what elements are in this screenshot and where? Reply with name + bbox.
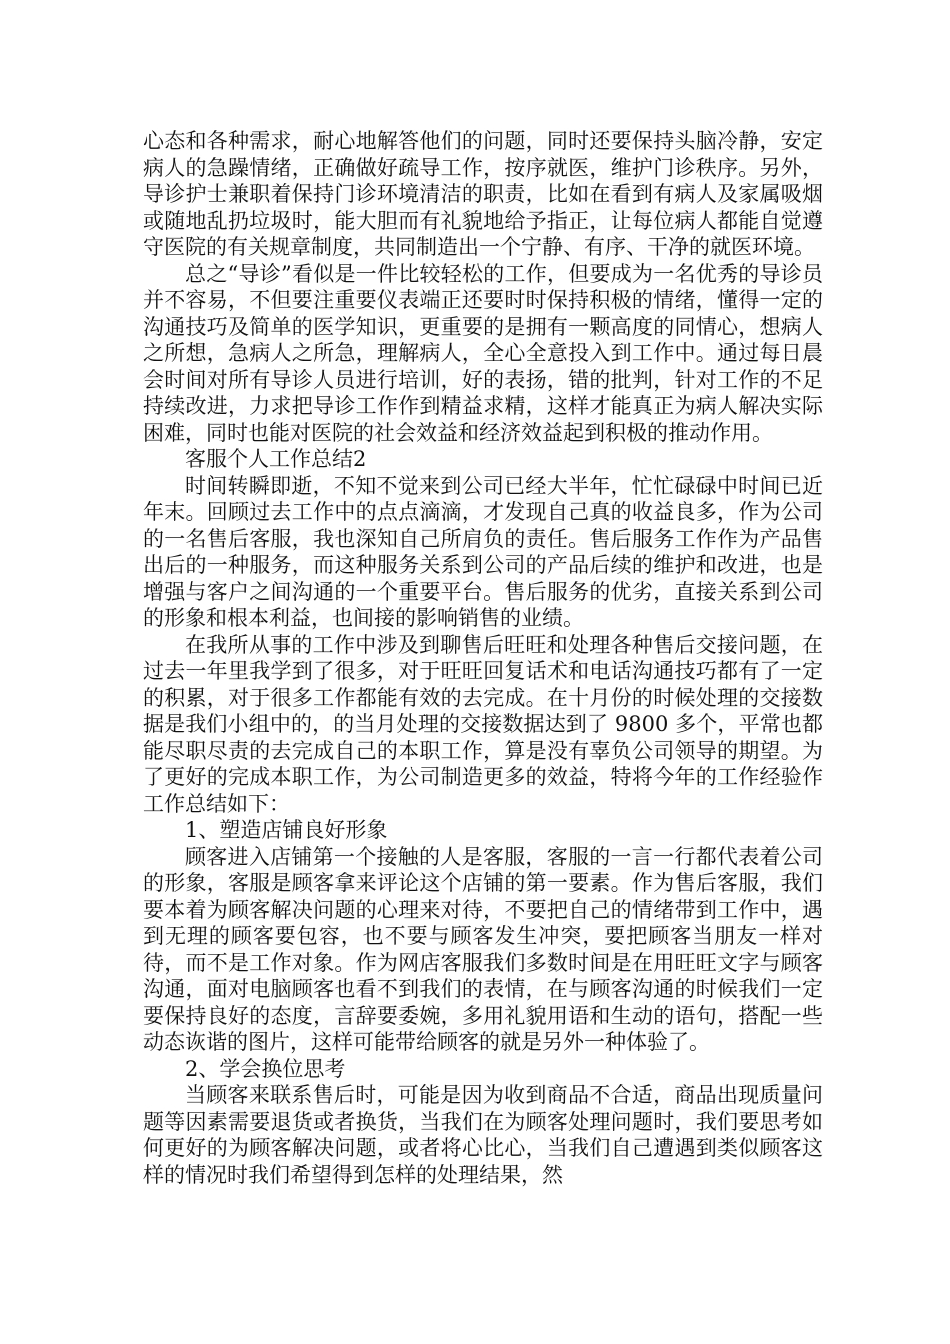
- paragraph-work-content: 在我所从事的工作中涉及到聊售后旺旺和处理各种售后交接问题，在过去一年里我学到了很多，对于旺旺回复话术和电话沟通技巧都有了一定的积累，对于很多工作都能有效的去完成。在十月份的时候处理的交接数据是我们小组中的，的当月处理的交接数据达到了 9800 多个，平常也都能尽职尽责的去完成自己的本职工作，算是没有辜负公司领导的期望。为了更好的完成本职工作，为公司制造更多的效益，特将今年的工作经验作工作总结如下：: [143, 632, 823, 816]
- paragraph-time-review: 时间转瞬即逝，不知不觉来到公司已经大半年，忙忙碌碌中时间已近年末。回顾过去工作中的点点滴滴，才发现自己真的收益良多，作为公司的一名售后客服，我也深知自己所肩负的责任。售后服务工作作为产品售出后的一种服务，而这种服务关系到公司的产品后续的维护和改进，也是增强与客户之间沟通的一个重要平台。售后服务的优劣，直接关系到公司的形象和根本利益，也间接的影响销售的业绩。: [143, 473, 823, 630]
- subheading-empathy: 2、学会换位思考: [185, 1056, 346, 1081]
- paragraph-guide-summary: 总之“导诊”看似是一件比较轻松的工作，但要成为一名优秀的导诊员并不容易，不但要注重要仪表端正还要时时保持积极的情绪，懂得一定的沟通技巧及简单的医学知识，更重要的是拥有一颗高度的同情心，想病人之所想，急病人之所急，理解病人，全心全意投入到工作中。通过每日晨会时间对所有导诊人员进行培训，好的表扬，错的批判，针对工作的不足持续改进，力求把导诊工作作到精益求精，这样才能真正为病人解决实际困难，同时也能对医院的社会效益和经济效益起到积极的推动作用。: [143, 261, 823, 445]
- paragraph-store-image: 顾客进入店铺第一个接触的人是客服，客服的一言一行都代表着公司的形象，客服是顾客拿来评论这个店铺的第一要素。作为售后客服，我们要本着为顾客解决问题的心理来对待，不要把自己的情绪带到工作中，遇到无理的顾客要包容，也不要与顾客发生冲突，要把顾客当朋友一样对待，而不是工作对象。作为网店客服我们多数时间是在用旺旺文字与顾客沟通，面对电脑顾客也看不到我们的表情，在与顾客沟通的时候我们一定要保持良好的态度，言辞要委婉，多用礼貌用语和生动的语句，搭配一些动态诙谐的图片，这样可能带给顾客的就是另外一种体验了。: [143, 844, 823, 1054]
- section-heading-customer-service-summary: 客服个人工作总结2: [185, 447, 367, 471]
- paragraph-intro-continuation: 心态和各种需求，耐心地解答他们的问题，同时还要保持头脑冷静，安定病人的急躁情绪，正确做好疏导工作，按序就医，维护门诊秩序。另外，导诊护士兼职着保持门诊环境清洁的职责，比如在看到有病人及家属吸烟或随地乱扔垃圾时，能大胆而有礼貌地给予指正，让每位病人都能自觉遵守医院的有关规章制度，共同制造出一个宁静、有序、干净的就医环境。: [143, 129, 823, 259]
- paragraph-empathy: 当顾客来联系售后时，可能是因为收到商品不合适，商品出现质量问题等因素需要退货或者换货，当我们在为顾客处理问题时，我们要思考如何更好的为顾客解决问题，或者将心比心，当我们自己遭遇到类似顾客这样的情况时我们希望得到怎样的处理结果，然: [143, 1083, 823, 1187]
- subheading-store-image: 1、塑造店铺良好形象: [185, 818, 388, 842]
- document-body: [143, 128, 823, 1188]
